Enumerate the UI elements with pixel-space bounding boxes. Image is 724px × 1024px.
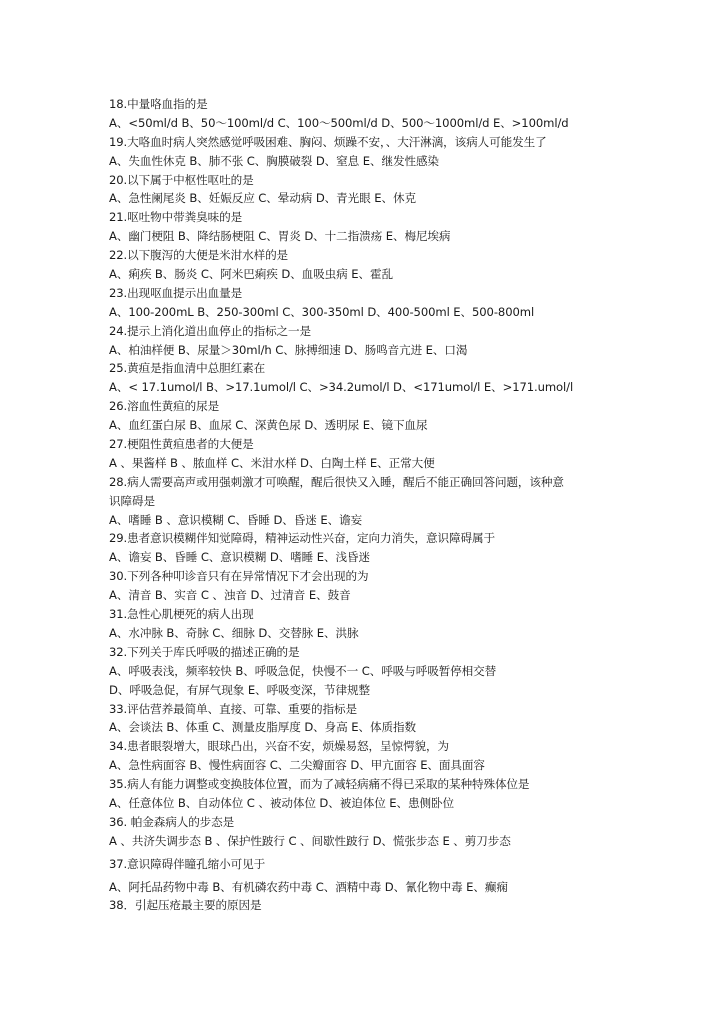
options-33: A、会谈法 B、体重 C、测量皮脂厚度 D、身高 E、体质指数 bbox=[109, 720, 416, 735]
question-list bbox=[109, 95, 621, 915]
question-21: 21.呕吐物中带粪臭味的是 bbox=[109, 210, 243, 225]
options-32-line-1: A、呼吸表浅，频率较快 B、呼吸急促，快慢不一 C、呼吸与呼吸暂停相交替 bbox=[109, 663, 497, 678]
options-25: A、< 17.1umol/l B、>17.1umol/l C、>34.2umol/l D、<171umol/l E、>171.umol/l bbox=[109, 380, 574, 395]
options-26: A、血红蛋白尿 B、血尿 C、深黄色尿 D、透明尿 E、镜下血尿 bbox=[109, 418, 428, 433]
question-26: 26.溶血性黄疸的尿是 bbox=[109, 399, 220, 414]
question-20: 20.以下属于中枢性呕吐的是 bbox=[109, 172, 254, 187]
question-30: 30.下列各种叩诊音只有在异常情况下才会出现的为 bbox=[109, 569, 369, 584]
question-25: 25.黄疸是指血清中总胆红素在 bbox=[109, 361, 266, 376]
options-32-line-2: D、呼吸急促，有屏气现象 E、呼吸变深，节律规整 bbox=[109, 682, 371, 697]
question-29: 29.患者意识模糊伴知觉障碍，精神运动性兴奋，定向力消失，意识障碍属于 bbox=[109, 531, 495, 546]
options-20: A、急性阑尾炎 B、妊娠反应 C、晕动病 D、青光眼 E、休克 bbox=[109, 191, 416, 206]
question-24: 24.提示上消化道出血停止的指标之一是 bbox=[109, 323, 312, 338]
question-33: 33.评估营养最简单、直接、可靠、重要的指标是 bbox=[109, 701, 358, 716]
options-22: A、痢疾 B、肠炎 C、阿米巴痢疾 D、血吸虫病 E、霍乱 bbox=[109, 267, 393, 282]
options-36: A 、共济失调步态 B 、保护性跛行 C 、间歇性跛行 D、慌张步态 E 、剪刀步态 bbox=[109, 833, 511, 848]
options-18: A、<50ml/d B、50～100ml/d C、100～500ml/d D、500～1000ml/d E、>100ml/d bbox=[109, 115, 569, 130]
options-31: A、水冲脉 B、奇脉 C、细脉 D、交替脉 E、洪脉 bbox=[109, 625, 359, 640]
question-18: 18.中量咯血指的是 bbox=[109, 97, 208, 111]
question-27: 27.梗阻性黄疸患者的大便是 bbox=[109, 437, 254, 452]
question-19: 19.大咯血时病人突然感觉呼吸困难、胸闷、烦躁不安，、大汗淋漓，该病人可能发生了 bbox=[109, 134, 547, 149]
options-24: A、柏油样便 B、尿量＞30ml/h C、脉搏细速 D、肠鸣音亢进 E、口渴 bbox=[109, 342, 468, 357]
question-32: 32.下列关于库氏呼吸的描述正确的是 bbox=[109, 644, 300, 659]
question-28: 28.病人需要高声或用强刺激才可唤醒，醒后很快又入睡，醒后不能正确回答问题，该种意 bbox=[109, 474, 564, 489]
question-22: 22.以下腹泻的大便是米泔水样的是 bbox=[109, 248, 289, 263]
options-27: A 、果酱样 B 、脓血样 C、米泔水样 D、白陶土样 E、正常大便 bbox=[109, 455, 435, 470]
options-30: A、清音 B、实音 C 、浊音 D、过清音 E、鼓音 bbox=[109, 588, 351, 603]
options-35: A、任意体位 B、自动体位 C 、被动体位 D、被迫体位 E、患侧卧位 bbox=[109, 795, 455, 810]
options-37: A、阿托品药物中毒 B、有机磷农药中毒 C、酒精中毒 D、氰化物中毒 E、癫痫 bbox=[109, 879, 508, 894]
options-23: A、100-200mL B、250-300ml C、300-350ml D、400-500ml E、500-800ml bbox=[109, 304, 535, 319]
question-23: 23.出现呕血提示出血量是 bbox=[109, 285, 243, 300]
options-21: A、幽门梗阻 B、降结肠梗阻 C、胃炎 D、十二指溃疡 E、梅尼埃病 bbox=[109, 229, 451, 244]
options-28: A、嗜睡 B 、意识模糊 C、昏睡 D、昏迷 E、谵妄 bbox=[109, 512, 363, 527]
question-31: 31.急性心肌梗死的病人出现 bbox=[109, 607, 254, 622]
question-35: 35.病人有能力调整或变换肢体位置，而为了减轻病痛不得已采取的某种特殊体位是 bbox=[109, 777, 530, 792]
question-36: 36. 帕金森病人的步态是 bbox=[109, 814, 235, 829]
options-19: A、失血性休克 B、肺不张 C、胸膜破裂 D、窒息 E、继发性感染 bbox=[109, 153, 439, 168]
options-29: A、谵妄 B、昏睡 C、意识模糊 D、嗜睡 E、浅昏迷 bbox=[109, 550, 370, 565]
question-28-continued: 识障碍是 bbox=[109, 493, 155, 508]
question-37: 37.意识障碍伴瞳孔缩小可见于 bbox=[109, 856, 266, 871]
options-34: A、急性病面容 B、慢性病面容 C、二尖瓣面容 D、甲亢面容 E、面具面容 bbox=[109, 758, 485, 773]
question-34: 34.患者眼裂增大，眼球凸出，兴奋不安，烦燥易怒，呈惊愕貌，为 bbox=[109, 739, 449, 754]
question-38: 38．引起压疮最主要的原因是 bbox=[109, 898, 262, 913]
